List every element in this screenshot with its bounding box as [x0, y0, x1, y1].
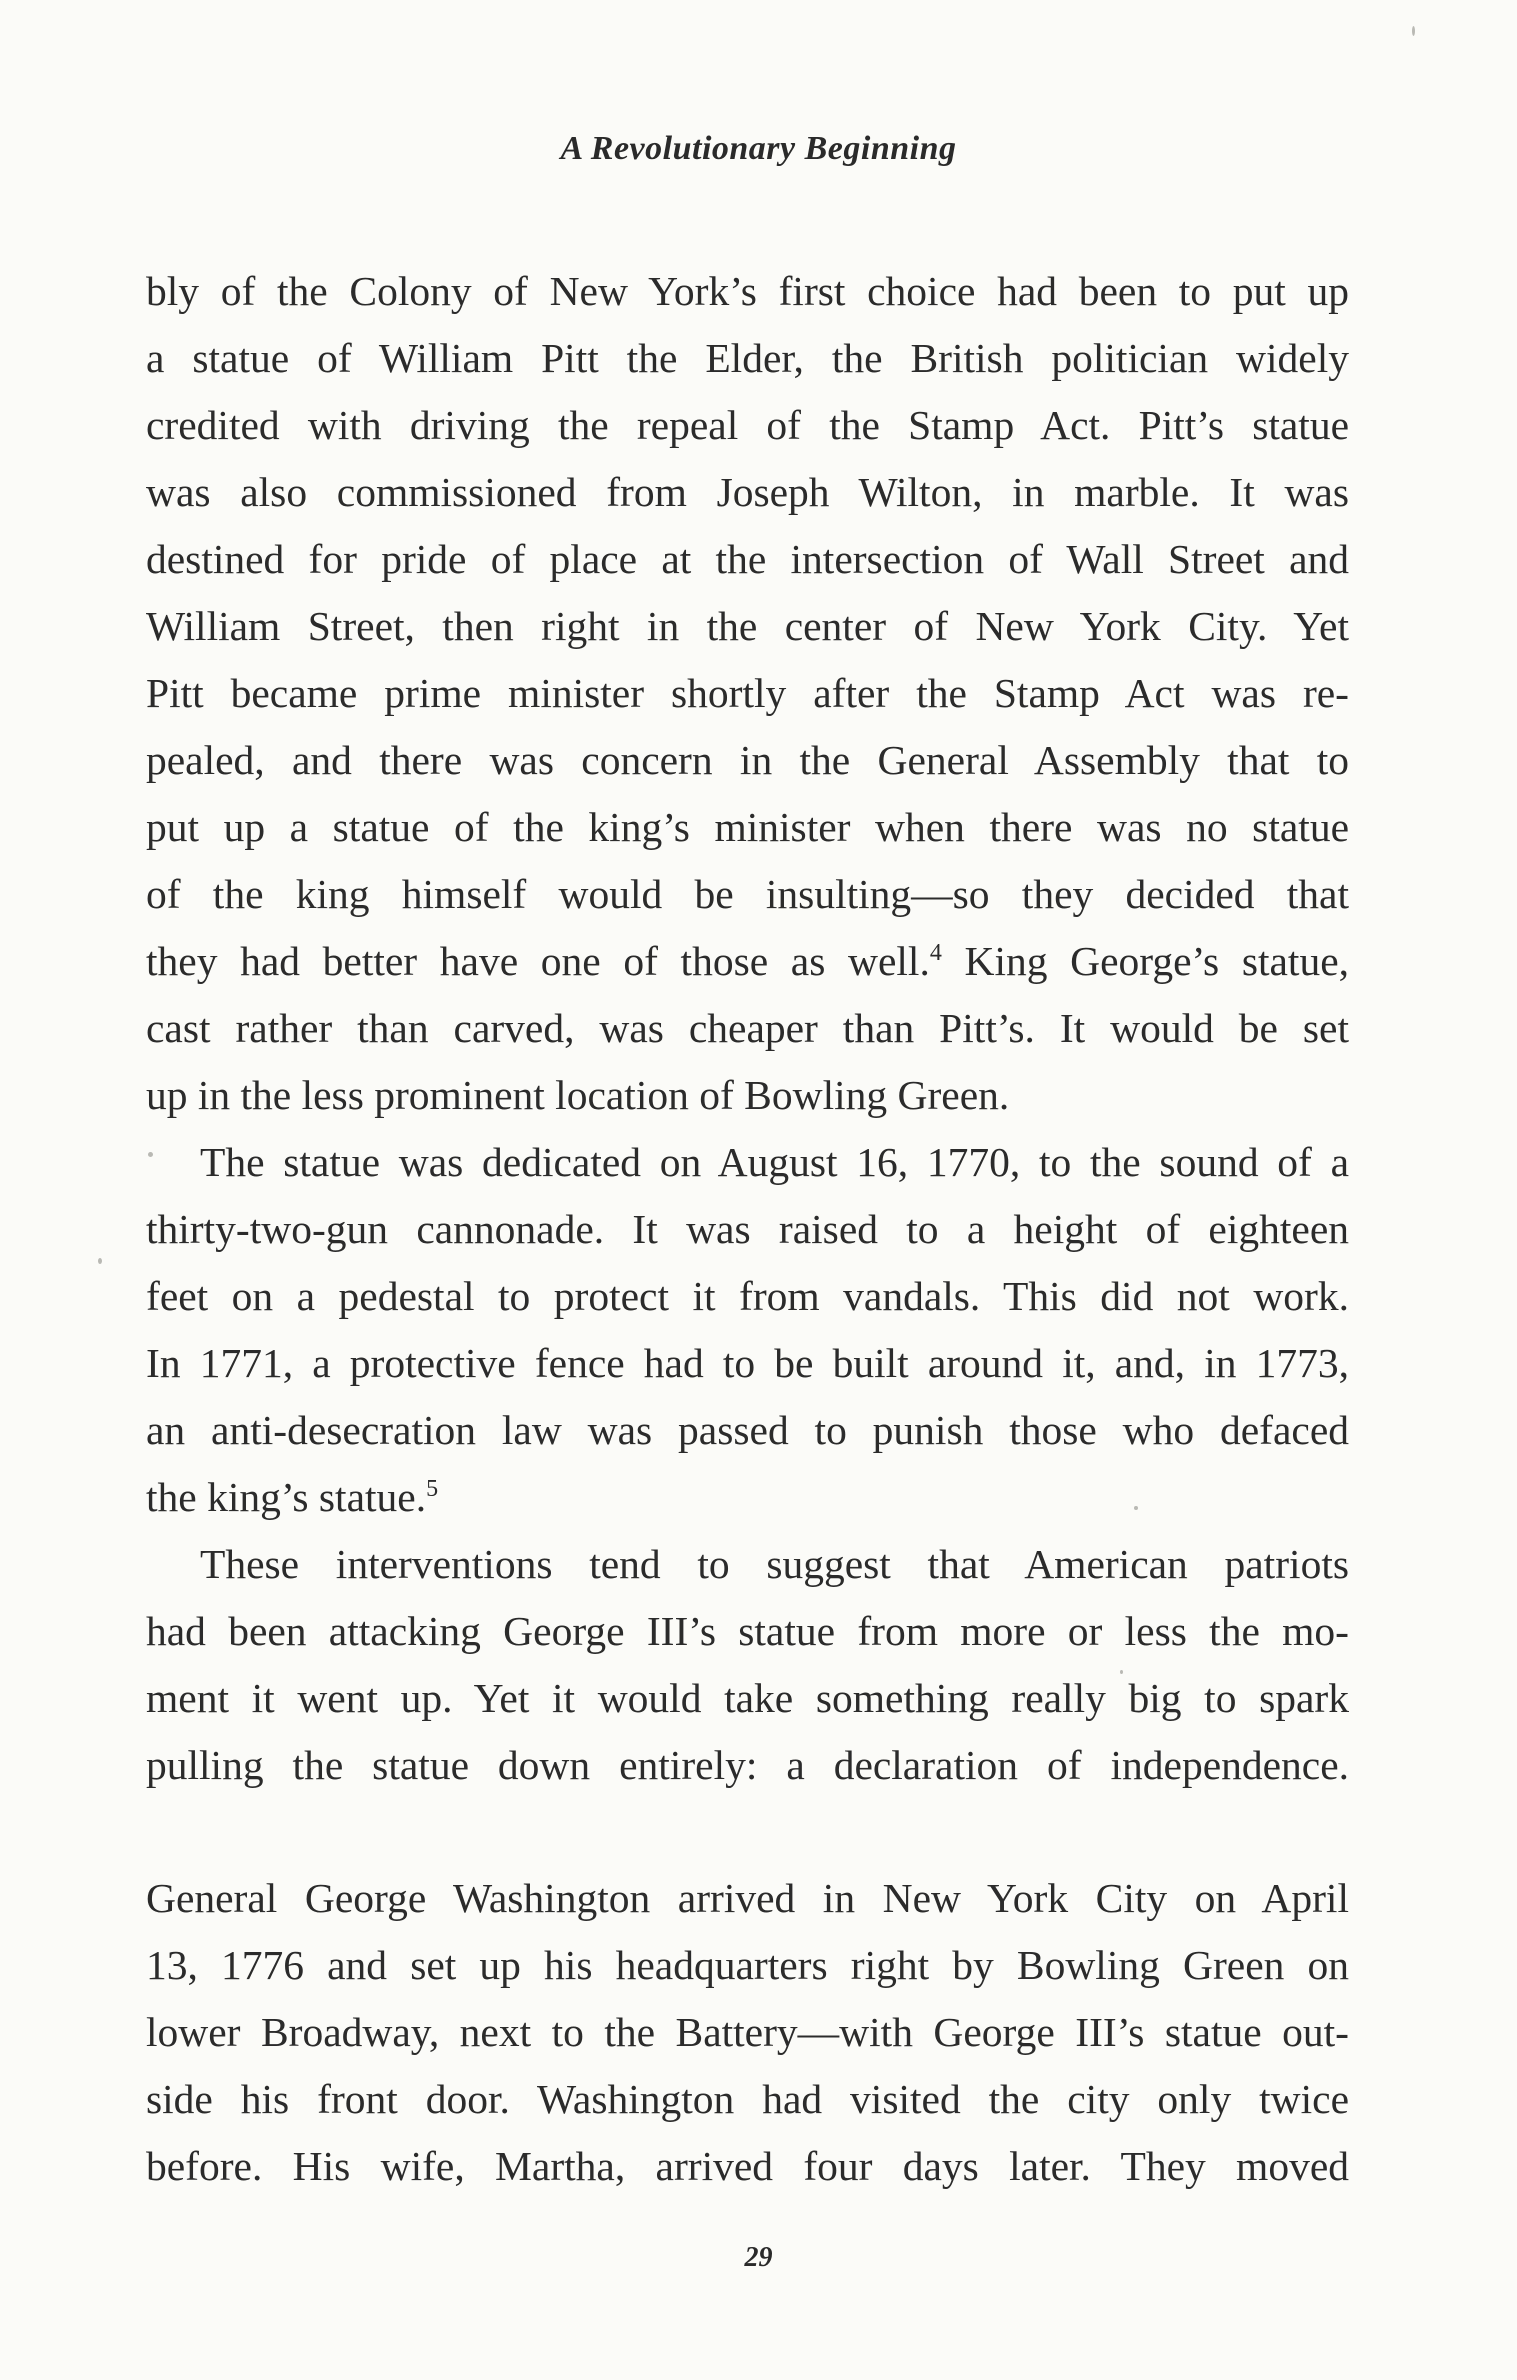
- text-line: was also commissioned from Joseph Wilton, in marble. It was: [146, 469, 1349, 515]
- scan-speck: [148, 1152, 153, 1157]
- text-line-with-note: [146, 1464, 1349, 1531]
- scan-speck: [1120, 1670, 1123, 1674]
- text-segment: the king’s statue.: [146, 1474, 427, 1520]
- scan-speck: [1412, 26, 1415, 36]
- footnote-reference: 5: [426, 1476, 439, 1503]
- text-line: put up a statue of the king’s minister when there was no statue: [146, 804, 1349, 850]
- text-line: of the king himself would be insulting—so they decided that: [146, 871, 1349, 917]
- text-line: Pitt became prime minister shortly after the Stamp Act was re-: [146, 670, 1349, 716]
- text-line: ment it went up. Yet it would take something really big to spark: [146, 1675, 1349, 1721]
- text-line: These interventions tend to suggest that American patriots: [200, 1541, 1349, 1587]
- text-segment: they had better have one of those as well.: [146, 938, 930, 984]
- text-line-with-note: [146, 928, 1349, 995]
- paragraph-3: [146, 1531, 1349, 1799]
- paragraph-2: [146, 1129, 1349, 1531]
- footnote-reference: 4: [929, 940, 942, 967]
- text-segment: King George’s statue,: [941, 938, 1349, 984]
- text-line: side his front door. Washington had visited the city only twice: [146, 2076, 1349, 2122]
- text-line: pealed, and there was concern in the General Assembly that to: [146, 737, 1349, 783]
- text-line: destined for pride of place at the intersection of Wall Street and: [146, 536, 1349, 582]
- page-number: 29: [744, 2242, 773, 2273]
- text-line: thirty-two-gun cannonade. It was raised to a height of eighteen: [146, 1206, 1349, 1252]
- text-line: had been attacking George III’s statue from more or less the mo-: [146, 1608, 1349, 1654]
- text-line: General George Washington arrived in New York City on April: [146, 1875, 1349, 1921]
- text-line: 13, 1776 and set up his headquarters right by Bowling Green on: [146, 1942, 1349, 1988]
- paragraph-1: [146, 258, 1349, 1129]
- scan-speck: [98, 1258, 102, 1264]
- text-line: a statue of William Pitt the Elder, the British politician widely: [146, 335, 1349, 381]
- section-break: [146, 1799, 1349, 1865]
- text-line: cast rather than carved, was cheaper than Pitt’s. It would be set: [146, 1005, 1349, 1051]
- text-line: The statue was dedicated on August 16, 1770, to the sound of a: [200, 1139, 1349, 1185]
- paragraph-4: [146, 1865, 1349, 2200]
- text-line: before. His wife, Martha, arrived four days later. They moved: [146, 2143, 1349, 2189]
- text-line: credited with driving the repeal of the Stamp Act. Pitt’s statue: [146, 402, 1349, 448]
- text-line: up in the less prominent location of Bowling Green.: [146, 1072, 1010, 1118]
- text-line: pulling the statue down entirely: a declaration of independence.: [146, 1742, 1349, 1788]
- body-text: [146, 258, 1349, 2200]
- text-line: an anti-desecration law was passed to punish those who defaced: [146, 1407, 1349, 1453]
- text-line: In 1771, a protective fence had to be built around it, and, in 1773,: [146, 1340, 1349, 1386]
- text-line: William Street, then right in the center of New York City. Yet: [146, 603, 1349, 649]
- running-head: A Revolutionary Beginning: [560, 130, 957, 167]
- scan-speck: [1134, 1506, 1138, 1510]
- text-line: lower Broadway, next to the Battery—with George III’s statue out-: [146, 2009, 1349, 2055]
- text-line: bly of the Colony of New York’s first choice had been to put up: [146, 268, 1349, 314]
- text-line: feet on a pedestal to protect it from vandals. This did not work.: [146, 1273, 1349, 1319]
